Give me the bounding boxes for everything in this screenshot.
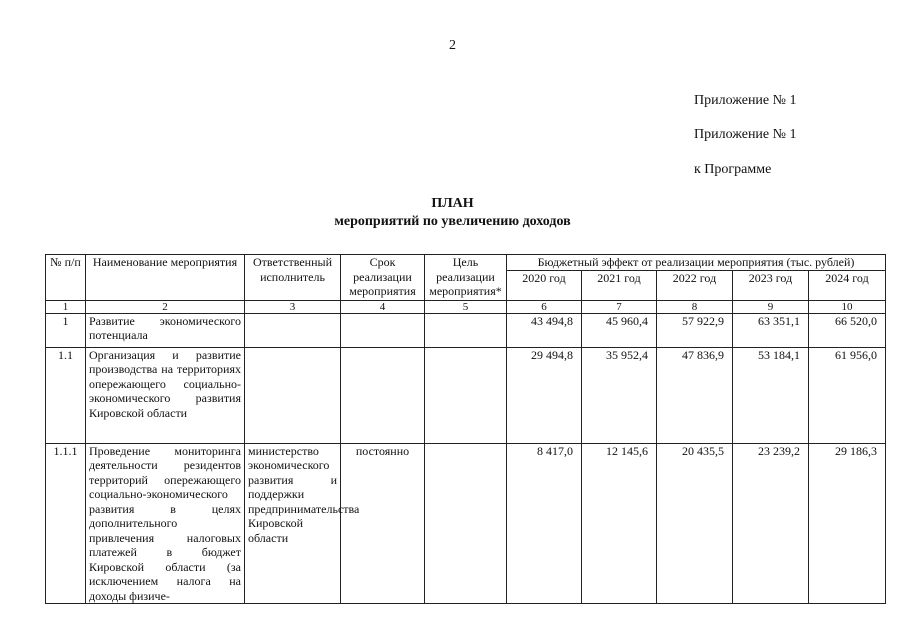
- row-term: [341, 313, 425, 347]
- row-value-2020: 29 494,8: [507, 347, 582, 443]
- annex-line-3: к Программе: [694, 162, 772, 177]
- header-name: Наименование мероприятия: [86, 255, 245, 301]
- row-value-2023: 23 239,2: [733, 443, 809, 604]
- header-year-2022: 2022 год: [657, 270, 733, 300]
- row-term: [341, 347, 425, 443]
- header-year-2024: 2024 год: [809, 270, 886, 300]
- col-number: 3: [245, 300, 341, 313]
- row-value-2021: 45 960,4: [582, 313, 657, 347]
- row-value-2024: 29 186,3: [809, 443, 886, 604]
- col-number: 1: [46, 300, 86, 313]
- row-num: 1: [46, 313, 86, 347]
- header-year-2020: 2020 год: [507, 270, 582, 300]
- header-budget-effect: Бюджетный эффект от реализации мероприятия (тыс. рублей): [507, 255, 886, 271]
- row-value-2020: 8 417,0: [507, 443, 582, 604]
- row-value-2020: 43 494,8: [507, 313, 582, 347]
- plan-title: ПЛАН: [431, 196, 474, 211]
- page-number: 2: [449, 38, 456, 53]
- row-num: 1.1: [46, 347, 86, 443]
- row-value-2021: 12 145,6: [582, 443, 657, 604]
- row-responsible: [245, 347, 341, 443]
- row-goal: [425, 313, 507, 347]
- row-value-2024: 61 956,0: [809, 347, 886, 443]
- col-number: 5: [425, 300, 507, 313]
- row-goal: [425, 347, 507, 443]
- col-number: 9: [733, 300, 809, 313]
- col-number: 4: [341, 300, 425, 313]
- row-name: Проведение мониторинга деятельности резидентов территорий опережающего социально-экономического развития в целях дополнительного привлечения налоговых платежей в бюджет Кировской области (за исключением налога на доходы физиче-: [86, 443, 245, 604]
- row-value-2023: 63 351,1: [733, 313, 809, 347]
- col-number: 10: [809, 300, 886, 313]
- header-responsible: Ответственный исполнитель: [245, 255, 341, 301]
- col-number: 8: [657, 300, 733, 313]
- row-goal: [425, 443, 507, 604]
- row-value-2022: 20 435,5: [657, 443, 733, 604]
- plan-table: [45, 254, 886, 604]
- row-name: Развитие экономического потенциала: [86, 313, 245, 347]
- table-row: [46, 443, 886, 604]
- col-number: 2: [86, 300, 245, 313]
- annex-line-1: Приложение № 1: [694, 93, 797, 108]
- row-value-2022: 57 922,9: [657, 313, 733, 347]
- header-year-2023: 2023 год: [733, 270, 809, 300]
- row-responsible: министерство экономического развития и поддержки предпринимательства Кировской области: [245, 443, 341, 604]
- row-term: постоянно: [341, 443, 425, 604]
- row-num: 1.1.1: [46, 443, 86, 604]
- column-number-row: [46, 300, 886, 313]
- annex-line-2: Приложение № 1: [694, 127, 797, 142]
- row-value-2021: 35 952,4: [582, 347, 657, 443]
- table-row: [46, 313, 886, 347]
- row-responsible: [245, 313, 341, 347]
- col-number: 6: [507, 300, 582, 313]
- header-num: № п/п: [46, 255, 86, 301]
- header-year-2021: 2021 год: [582, 270, 657, 300]
- row-value-2023: 53 184,1: [733, 347, 809, 443]
- header-term: Срок реализации мероприятия: [341, 255, 425, 301]
- table-row: [46, 347, 886, 443]
- col-number: 7: [582, 300, 657, 313]
- header-goal: Цель реализации мероприятия*: [425, 255, 507, 301]
- plan-subtitle: мероприятий по увеличению доходов: [334, 214, 571, 229]
- row-value-2024: 66 520,0: [809, 313, 886, 347]
- row-name: Организация и развитие производства на территориях опережающего социально-экономического развития Кировской области: [86, 347, 245, 443]
- row-value-2022: 47 836,9: [657, 347, 733, 443]
